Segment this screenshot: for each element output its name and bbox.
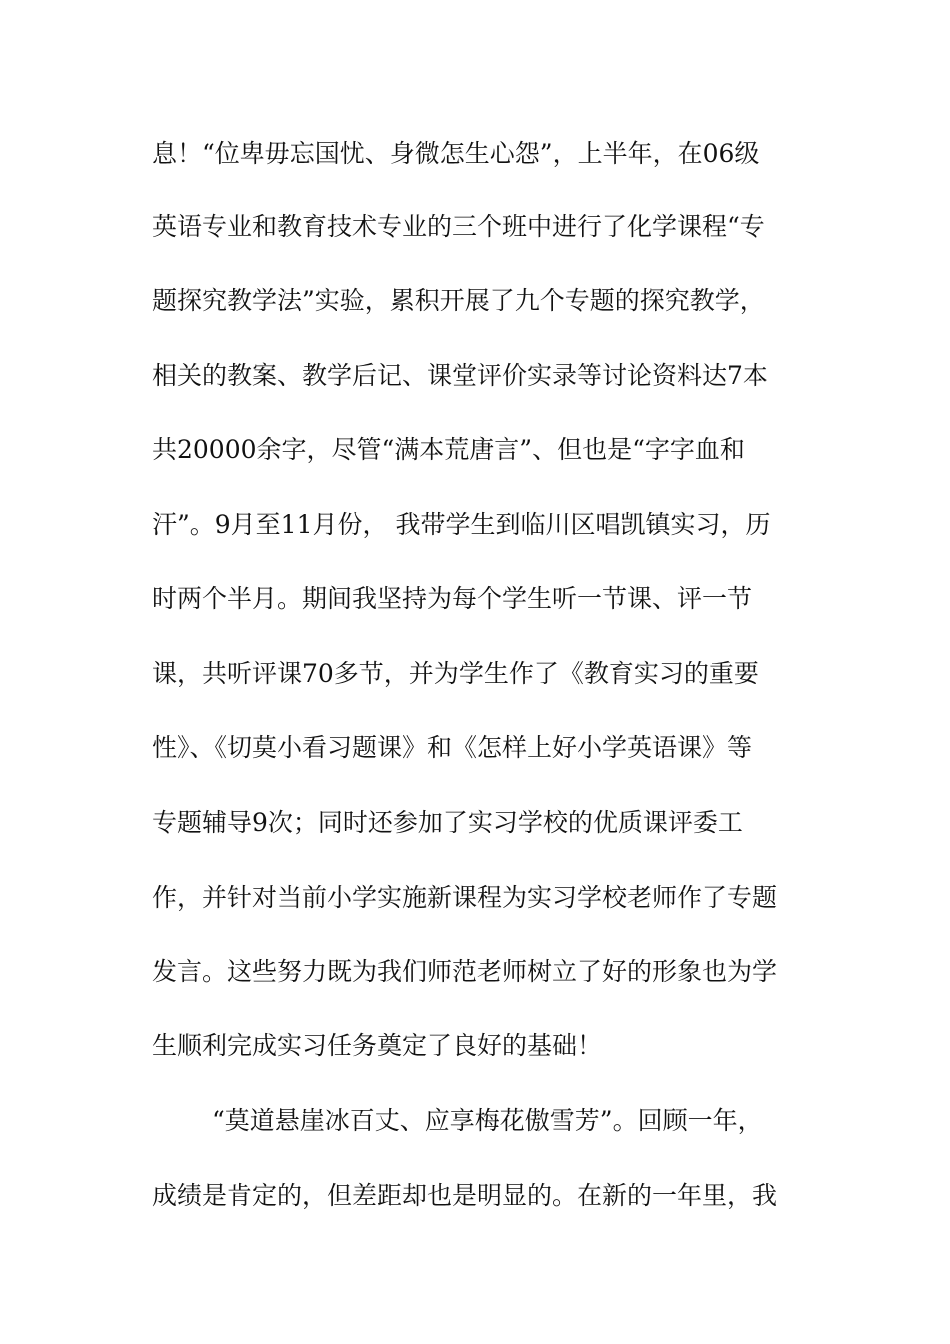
text-line: 汗”。9月至11月份， 我带学生到临川区唱凯镇实习，历	[152, 510, 771, 539]
text-line: 相关的教案、教学后记、课堂评价实录等讨论资料达7本	[152, 361, 768, 390]
text-line: 时两个半月。期间我坚持为每个学生听一节课、评一节	[152, 584, 753, 613]
text-line: 课，共听评课70多节，并为学生作了《教育实习的重要	[152, 659, 759, 688]
text-line: 专题辅导9次；同时还参加了实习学校的优质课评委工	[152, 808, 743, 837]
text-line: 题探究教学法”实验，累积开展了九个专题的探究教学，	[152, 286, 765, 315]
text-line: 英语专业和教育技术专业的三个班中进行了化学课程“专	[152, 212, 765, 241]
text-line: 性》、《切莫小看习题课》和《怎样上好小学英语课》等	[152, 733, 753, 762]
paragraph-first-line: “莫道悬崖冰百丈、应享梅花傲雪芳”。回顾一年，	[212, 1106, 763, 1135]
text-line: 发言。这些努力既为我们师范老师树立了好的形象也为学	[152, 957, 778, 986]
text-line: 生顺利完成实习任务奠定了良好的基础！	[152, 1031, 603, 1060]
text-line: 息！“位卑毋忘国忧、身微怎生心怨”，上半年，在06级	[152, 139, 760, 168]
text-line: 成绩是肯定的，但差距却也是明显的。在新的一年里，我	[152, 1181, 778, 1210]
text-line: 作，并针对当前小学实施新课程为实习学校老师作了专题	[152, 883, 778, 912]
text-line: 共20000余字，尽管“满本荒唐言”、但也是“字字血和	[152, 435, 745, 464]
